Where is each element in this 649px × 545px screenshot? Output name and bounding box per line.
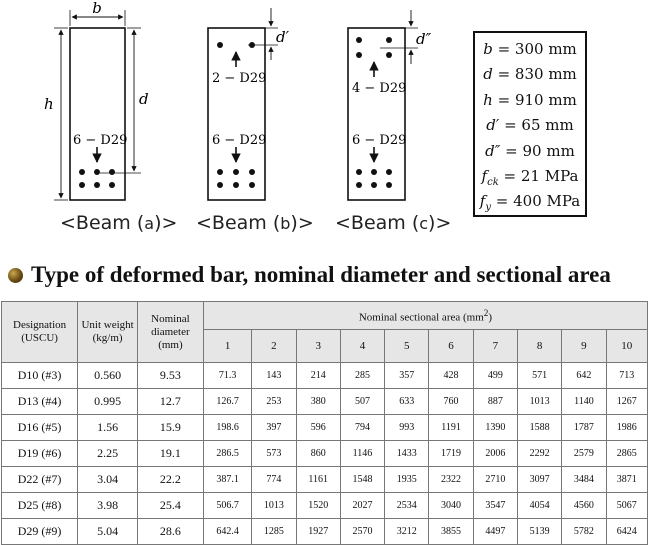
cell-sectional-area: 1935 [385,467,429,493]
cell-sectional-area: 1285 [252,519,296,545]
cell-sectional-area: 571 [517,363,561,389]
cell-nominal-diameter: 28.6 [137,519,203,545]
beam-b-bottom-bars [217,169,255,188]
cell-sectional-area: 794 [340,415,384,441]
cell-sectional-area: 4560 [562,493,606,519]
cell-sectional-area: 6424 [606,519,647,545]
deformed-bar-table [1,301,648,545]
beam-b-rebar-top-label: 2 − D29 [212,71,267,86]
param-fck: $f_{ck} = 21$ MPa [481,166,579,188]
cell-sectional-area: 4497 [473,519,517,545]
cell-unit-weight: 3.98 [78,493,138,519]
header-unit-weight: Unit weight (kg/m) [78,302,138,363]
cell-designation: D13 (#4) [2,389,78,415]
table-row [2,363,648,389]
beam-a-rebar-bottom-label: 6 − D29 [73,133,128,148]
beam-c-dim-d-double-prime: d″ [416,30,432,48]
cell-sectional-area: 253 [252,389,296,415]
beam-b-caption: <Beam (b)> [196,212,314,234]
cell-sectional-area: 2579 [562,441,606,467]
cell-nominal-diameter: 22.2 [137,467,203,493]
cell-sectional-area: 4054 [517,493,561,519]
header-count: 3 [296,330,340,363]
cell-sectional-area: 1146 [340,441,384,467]
param-h: h = 910 mm [483,90,577,109]
cell-sectional-area: 1013 [517,389,561,415]
cell-sectional-area: 5139 [517,519,561,545]
header-count: 2 [252,330,296,363]
cell-sectional-area: 506.7 [203,493,251,519]
cell-sectional-area: 1986 [606,415,647,441]
cell-sectional-area: 642 [562,363,606,389]
cell-designation: D19 (#6) [2,441,78,467]
cell-unit-weight: 5.04 [78,519,138,545]
cell-sectional-area: 380 [296,389,340,415]
beam-c-rebar-top-label: 4 − D29 [352,81,407,96]
header-designation: Designation (USCU) [2,302,78,363]
beam-c-caption: <Beam (c)> [335,212,452,234]
cell-nominal-diameter: 9.53 [137,363,203,389]
cell-sectional-area: 573 [252,441,296,467]
beam-a-caption: <Beam (a)> [60,212,178,234]
cell-sectional-area: 2027 [340,493,384,519]
cell-sectional-area: 3097 [517,467,561,493]
cell-sectional-area: 1927 [296,519,340,545]
beam-c-top-bars [356,37,392,58]
header-count: 8 [517,330,561,363]
cell-sectional-area: 71.3 [203,363,251,389]
cell-sectional-area: 198.6 [203,415,251,441]
cell-designation: D22 (#7) [2,467,78,493]
cell-sectional-area: 887 [473,389,517,415]
cell-sectional-area: 1588 [517,415,561,441]
cell-sectional-area: 5067 [606,493,647,519]
table-row [2,519,648,545]
param-d: d = 830 mm [483,65,577,84]
header-nominal-diameter: Nominal diameter (mm) [137,302,203,363]
cell-sectional-area: 357 [385,363,429,389]
beam-a-bottom-bars [79,169,115,188]
param-d-prime: d′ = 65 mm [486,116,574,135]
cell-sectional-area: 3212 [385,519,429,545]
beam-a-section [44,0,149,200]
section-heading [8,262,611,288]
param-d-double-prime: d″ = 90 mm [485,141,575,160]
cell-sectional-area: 713 [606,363,647,389]
cell-sectional-area: 1140 [562,389,606,415]
cell-unit-weight: 1.56 [78,415,138,441]
cell-designation: D29 (#9) [2,519,78,545]
beam-a-dim-h: h [44,95,54,113]
cell-sectional-area: 633 [385,389,429,415]
cell-sectional-area: 286.5 [203,441,251,467]
cell-sectional-area: 774 [252,467,296,493]
cell-unit-weight: 0.995 [78,389,138,415]
cell-sectional-area: 507 [340,389,384,415]
cell-nominal-diameter: 25.4 [137,493,203,519]
cell-sectional-area: 3855 [429,519,473,545]
cell-sectional-area: 1390 [473,415,517,441]
section-title: Type of deformed bar, nominal diameter and sectional area [31,262,611,287]
cell-sectional-area: 3484 [562,467,606,493]
cell-sectional-area: 2292 [517,441,561,467]
cell-nominal-diameter: 12.7 [137,389,203,415]
cell-sectional-area: 642.4 [203,519,251,545]
cell-sectional-area: 2322 [429,467,473,493]
cell-sectional-area: 285 [340,363,384,389]
cell-nominal-diameter: 19.1 [137,441,203,467]
table-row [2,415,648,441]
header-count: 10 [606,330,647,363]
header-count: 5 [385,330,429,363]
param-fy: $f_y = 400$ MPa [479,192,581,214]
cell-nominal-diameter: 15.9 [137,415,203,441]
cell-sectional-area: 1191 [429,415,473,441]
cell-sectional-area: 3040 [429,493,473,519]
cell-sectional-area: 3547 [473,493,517,519]
cell-unit-weight: 2.25 [78,441,138,467]
cell-sectional-area: 760 [429,389,473,415]
cell-sectional-area: 3871 [606,467,647,493]
table-row [2,389,648,415]
cell-sectional-area: 2006 [473,441,517,467]
cell-sectional-area: 2865 [606,441,647,467]
cell-sectional-area: 2534 [385,493,429,519]
beam-a-dim-d: d [139,90,149,108]
cell-designation: D10 (#3) [2,363,78,389]
bullet-icon [8,268,23,283]
header-count: 1 [203,330,251,363]
cell-sectional-area: 1520 [296,493,340,519]
beam-c-section [348,10,432,200]
cell-sectional-area: 1161 [296,467,340,493]
cell-sectional-area: 5782 [562,519,606,545]
beam-b-dim-d-prime: d′ [276,28,290,46]
header-count: 7 [473,330,517,363]
cell-sectional-area: 1719 [429,441,473,467]
cell-sectional-area: 387.1 [203,467,251,493]
table-row [2,493,648,519]
cell-sectional-area: 428 [429,363,473,389]
cell-sectional-area: 1548 [340,467,384,493]
cell-sectional-area: 397 [252,415,296,441]
beam-a-dim-b: b [92,0,102,17]
header-count: 4 [340,330,384,363]
cell-sectional-area: 2570 [340,519,384,545]
cell-unit-weight: 0.560 [78,363,138,389]
param-b: b = 300 mm [483,40,577,58]
cell-designation: D16 (#5) [2,415,78,441]
beam-b-rebar-bottom-label: 6 − D29 [212,133,267,148]
table-row [2,467,648,493]
header-count: 6 [429,330,473,363]
beam-c-bottom-bars [356,169,392,188]
cell-sectional-area: 2710 [473,467,517,493]
cell-sectional-area: 1267 [606,389,647,415]
cell-sectional-area: 993 [385,415,429,441]
beam-c-rebar-bottom-label: 6 − D29 [352,133,407,148]
table-row [2,441,648,467]
cell-sectional-area: 143 [252,363,296,389]
cell-designation: D25 (#8) [2,493,78,519]
cell-sectional-area: 214 [296,363,340,389]
design-parameters-box [473,31,587,217]
cell-sectional-area: 1787 [562,415,606,441]
cell-sectional-area: 596 [296,415,340,441]
cell-sectional-area: 126.7 [203,389,251,415]
cell-sectional-area: 1433 [385,441,429,467]
beam-b-top-bars [217,42,255,48]
header-count: 9 [562,330,606,363]
cell-unit-weight: 3.04 [78,467,138,493]
header-sectional-area: Nominal sectional area $(mm^2)$ [203,302,647,330]
cell-sectional-area: 860 [296,441,340,467]
cell-sectional-area: 1013 [252,493,296,519]
cell-sectional-area: 499 [473,363,517,389]
beam-b-section [208,8,290,200]
